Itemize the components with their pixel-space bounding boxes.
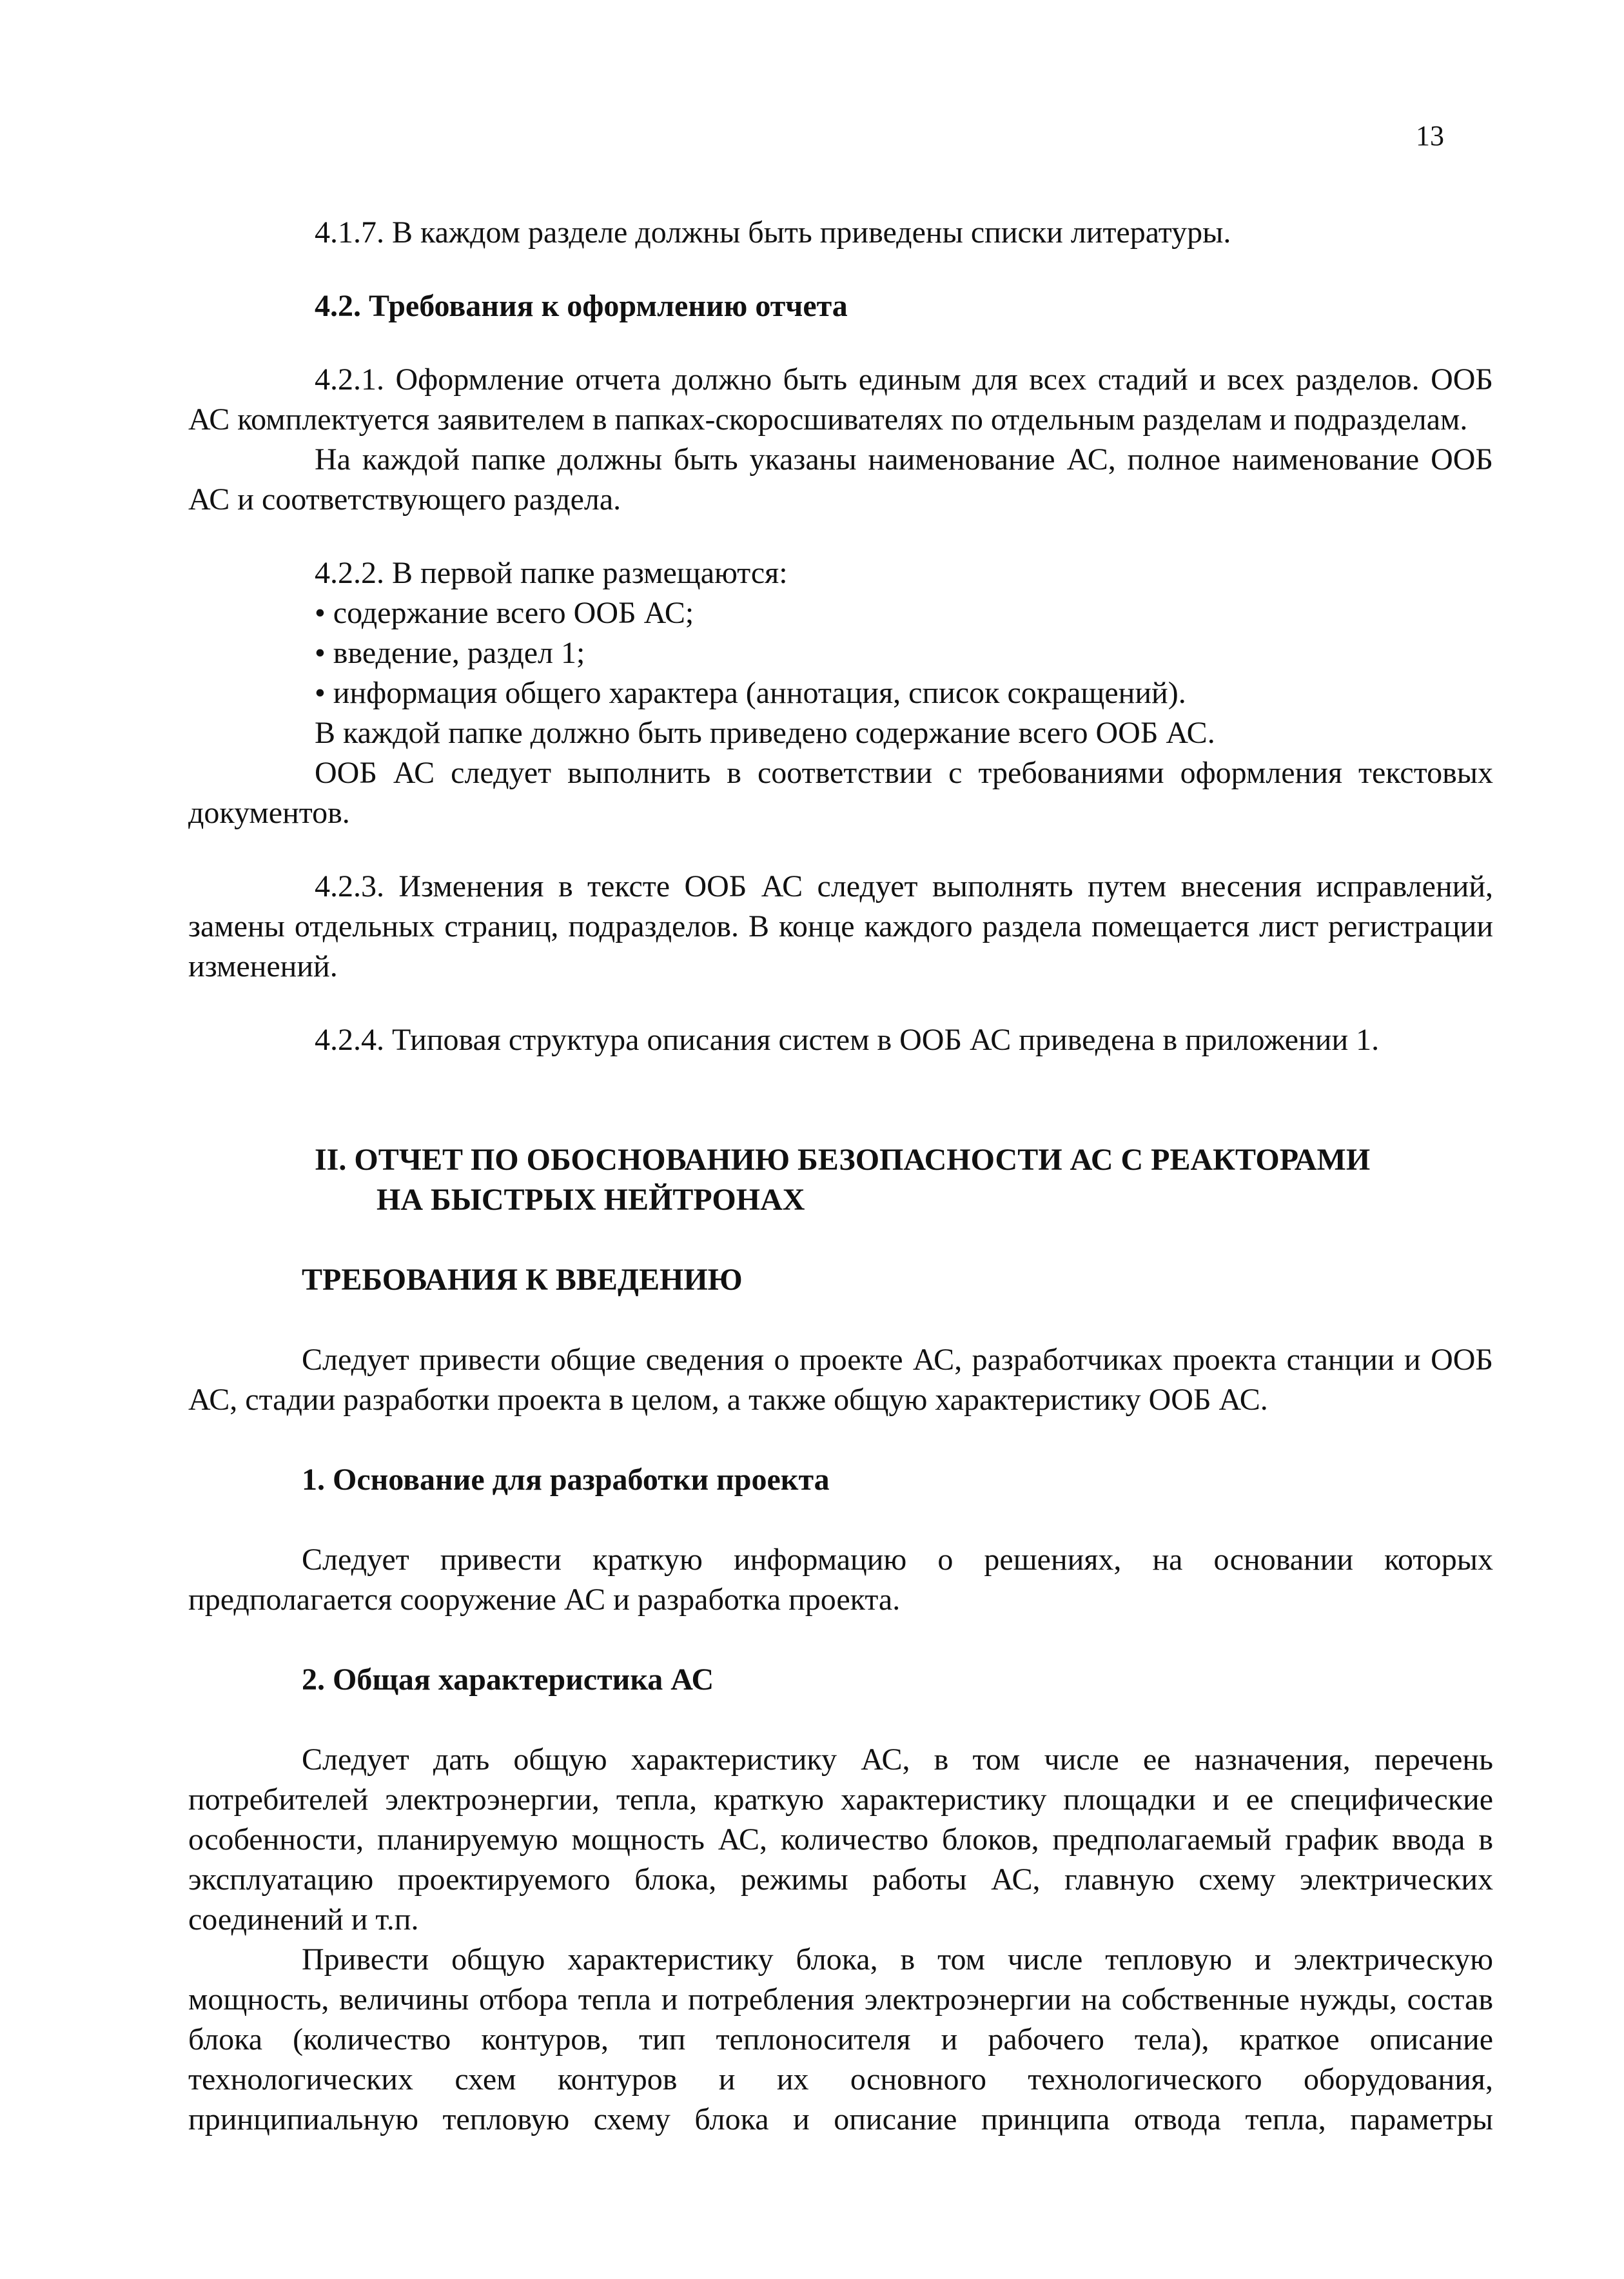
paragraph-section-1: Следует привести краткую информацию о решениях, на основании которых предполагается сооружение АС и разработка проекта. <box>188 1543 1493 1617</box>
paragraph-4-2-3: 4.2.3. Изменения в тексте ООБ АС следует выполнять путем внесения исправлений, замены отдельных страниц, подразделов. В конце каждого раздела помещается лист регистрации изменений. <box>188 869 1493 983</box>
list-item: • содержание всего ООБ АС; <box>315 596 694 630</box>
paragraph-4-2-2-formatting: ООБ АС следует выполнить в соответствии с требованиями оформления текстовых документов. <box>188 756 1493 830</box>
heading-section-2: 2. Общая характеристика АС <box>302 1662 714 1697</box>
part-heading <box>188 1140 1493 1220</box>
paragraph-introduction: Следует привести общие сведения о проекте АС, разработчиках проекта станции и ООБ АС, стадии разработки проекта в целом, а также общую характеристику ООБ АС. <box>188 1343 1493 1417</box>
paragraph-4-2-1: 4.2.1. Оформление отчета должно быть единым для всех стадий и всех разделов. ООБ АС комплектуется заявителем в папках-скоросшивателях по отдельным разделам и подразделам. <box>188 362 1493 437</box>
heading-4-2: 4.2. Требования к оформлению отчета <box>315 289 848 323</box>
list-item: • информация общего характера (аннотация, список сокращений). <box>315 676 1186 710</box>
paragraph-section-2: Следует дать общую характеристику АС, в том числе ее назначения, перечень потребителей электроэнергии, тепла, краткую характеристику площадки и ее специфические особенности, планируемую мощность АС, количество блоков, предполагаемый график ввода в эксплуатацию проектируемого блока, режимы работы АС, главную схему электрических соединений и т.п. <box>188 1742 1493 1937</box>
paragraph-4-2-1-folders: На каждой папке должны быть указаны наименование АС, полное наименование ООБ АС и соответствующего раздела. <box>188 442 1493 517</box>
heading-section-1: 1. Основание для разработки проекта <box>302 1463 830 1497</box>
paragraph-4-2-4: 4.2.4. Типовая структура описания систем в ООБ АС приведена в приложении 1. <box>315 1023 1380 1057</box>
part-heading-line-2: НА БЫСТРЫХ НЕЙТРОНАХ <box>377 1183 805 1217</box>
list-item: • введение, раздел 1; <box>315 636 585 670</box>
page-number: 13 <box>1416 120 1444 152</box>
paragraph-4-1-7: 4.1.7. В каждом разделе должны быть приведены списки литературы. <box>315 215 1231 250</box>
paragraph-section-2-unit: Привести общую характеристику блока, в том числе тепловую и электрическую мощность, величины отбора тепла и потребления электроэнергии на собственные нужды, состав блока (количество контуров, тип теплоносителя и рабочего тела), краткое описание технологических схем контуров и их основного технологического оборудования, принципиальную тепловую схему блока и описание принципа отвода тепла, параметры <box>188 1942 1493 2136</box>
document-body <box>188 213 1493 2140</box>
heading-introduction: ТРЕБОВАНИЯ К ВВЕДЕНИЮ <box>302 1263 743 1297</box>
paragraph-4-2-2: 4.2.2. В первой папке размещаются: <box>315 556 788 590</box>
paragraph-4-2-2-contents: В каждой папке должно быть приведено содержание всего ООБ АС. <box>315 716 1215 750</box>
part-heading-line-1: II. ОТЧЕТ ПО ОБОСНОВАНИЮ БЕЗОПАСНОСТИ АС С РЕАКТОРАМИ <box>315 1143 1371 1177</box>
